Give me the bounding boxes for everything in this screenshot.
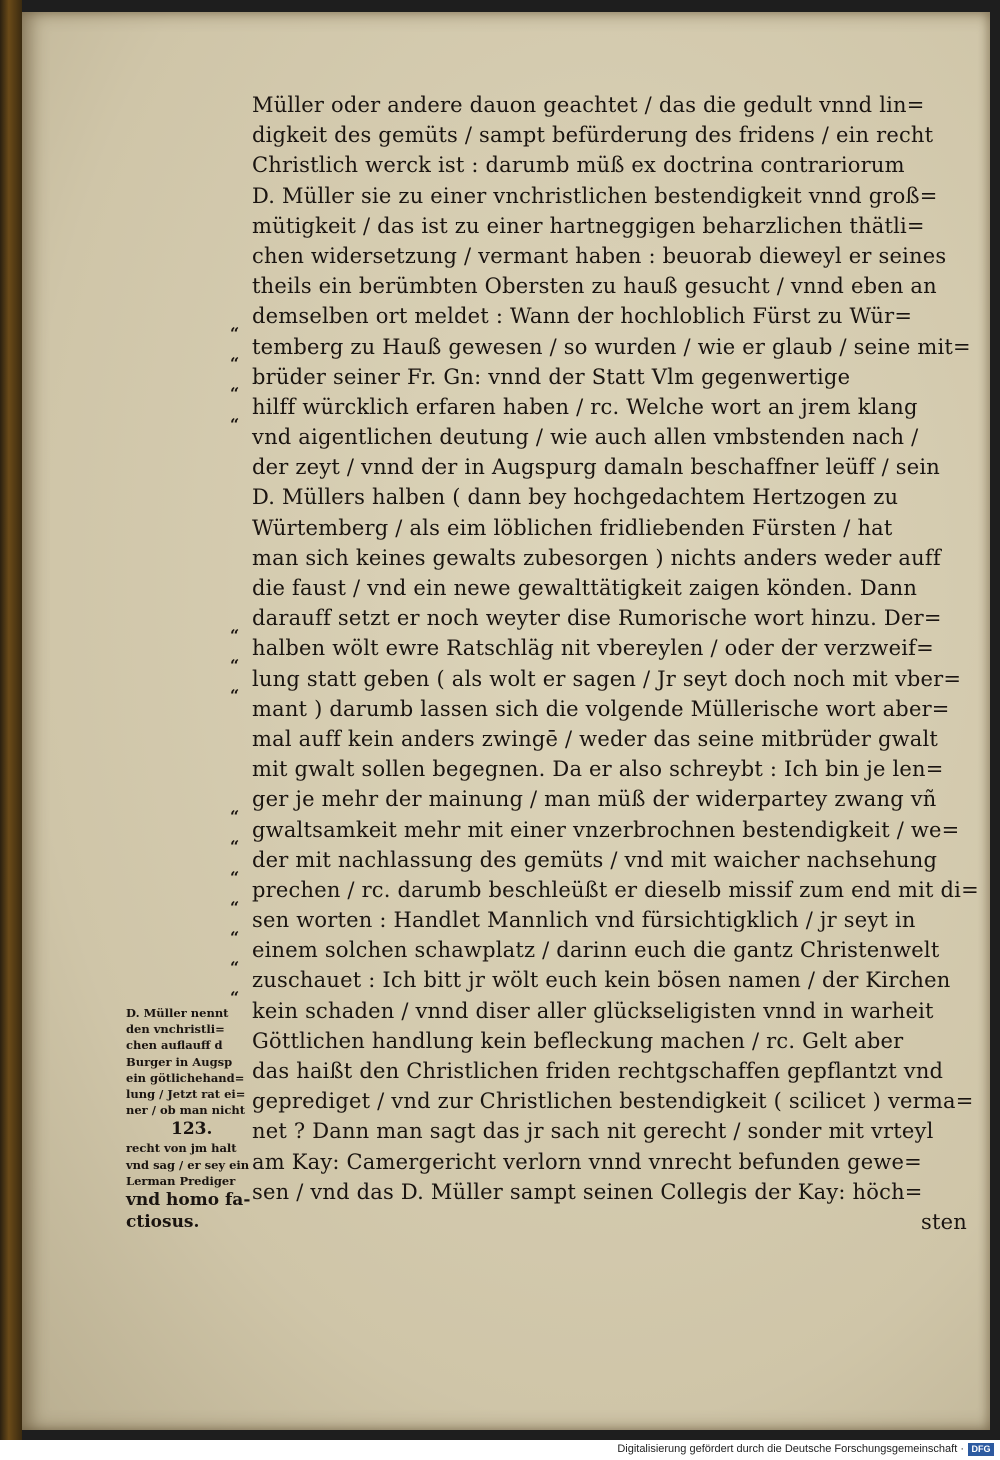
- text-line: mant ) darumb lassen sich die volgende Müllerische wort aber=: [252, 696, 950, 721]
- quotation-mark: “: [230, 897, 240, 917]
- marginal-note-line: lung / Jetzt rat ei=: [126, 1087, 246, 1102]
- text-line: halben wölt ewre Ratschläg nit vbereylen / oder der verzweif=: [252, 636, 934, 661]
- text-line: die faust / vnd ein newe gewalttätigkeit zaigen könden. Dann: [252, 576, 918, 600]
- text-line: gwaltsamkeit mehr mit einer vnzerbrochnen bestendigkeit / we=: [252, 817, 960, 842]
- text-line: D. Müller sie zu einer vnchristlichen bestendigkeit vnnd groß=: [252, 183, 938, 208]
- marginal-note-line: chen auflauff d: [126, 1038, 223, 1053]
- marginal-note-line: vnd sag / er sey ein: [126, 1157, 250, 1172]
- text-line: net ? Dann man sagt das jr sach nit gerecht / sonder mit vrteyl: [252, 1119, 934, 1144]
- text-line: D. Müllers halben ( dann bey hochgedachtem Hertzogen zu: [252, 485, 899, 510]
- text-line: Müller oder andere dauon geachtet / das die gedult vnnd lin=: [252, 93, 925, 117]
- text-line: digkeit des gemüts / sampt befürderung des fridens / ein recht: [252, 123, 934, 148]
- text-line: zuschauet : Ich bitt jr wölt euch kein bösen namen / der Kirchen: [252, 968, 951, 993]
- text-line: theils ein berümbten Obersten zu hauß gesucht / vnnd eben an: [252, 274, 937, 299]
- text-line: mit gwalt sollen begegnen. Da er also schreybt : Ich bin je len=: [252, 757, 944, 782]
- text-line: demselben ort meldet : Wann der hochloblich Fürst zu Wür=: [252, 304, 913, 329]
- footer-bar: [0, 1440, 1000, 1460]
- marginal-note-line: ctiosus.: [126, 1212, 200, 1233]
- text-line: Würtemberg / als eim löblichen fridliebenden Fürsten / hat: [252, 515, 893, 540]
- text-line: lung statt geben ( als wolt er sagen / Jr seyt doch noch mit vber=: [252, 666, 962, 691]
- text-line: darauff setzt er noch weyter dise Rumorische wort hinzu. Der=: [252, 606, 942, 631]
- text-line: der zeyt / vnnd der in Augspurg damaln beschaffner leüff / sein: [252, 455, 941, 480]
- text-line: mal auff kein anders zwingē / weder das seine mitbrüder gwalt: [252, 726, 939, 751]
- marginal-note-line: recht von jm halt: [126, 1141, 237, 1156]
- marginal-note-line: ein götlichehand=: [126, 1070, 245, 1085]
- text-line: man sich keines gewalts zubesorgen ) nichts anders weder auff: [252, 545, 941, 570]
- book-spine: [0, 0, 22, 1440]
- quotation-mark: “: [230, 324, 240, 343]
- main-text-block: [252, 90, 977, 1237]
- text-line: sten: [921, 1209, 967, 1234]
- text-line: kein schaden / vnnd diser aller glückseligisten vnnd in warheit: [252, 998, 934, 1023]
- text-line: ger je mehr der mainung / man müß der widerpartey zwang vñ: [252, 787, 937, 812]
- quotation-mark: “: [230, 807, 240, 827]
- text-line: temberg zu Hauß gewesen / so wurden / wie er glaub / seine mit=: [252, 334, 971, 359]
- page: [22, 12, 990, 1430]
- quotation-mark: “: [230, 626, 240, 645]
- funding-notice: Digitalisierung gefördert durch die Deutsche Forschungsgemeinschaft ·: [617, 1443, 964, 1455]
- text-line: das haißt den Christlichen friden rechtgschaffen gepflantzt vnd: [252, 1059, 944, 1083]
- marginal-note-line: den vnchristli=: [126, 1022, 225, 1037]
- marginal-page-number: 123.: [171, 1119, 213, 1140]
- quotation-mark: “: [230, 988, 240, 1008]
- text-line: sen / vnd das D. Müller sampt seinen Collegis der Kay: höch=: [252, 1179, 923, 1204]
- marginal-note-line: Lerman Prediger: [126, 1173, 236, 1188]
- dfg-logo: DFG: [968, 1443, 994, 1456]
- text-line: mütigkeit / das ist zu einer hartneggigen beharzlichen thätli=: [252, 213, 925, 238]
- quotation-mark: “: [230, 384, 240, 404]
- text-line: sen worten : Handlet Mannlich vnd fürsichtigklich / jr seyt in: [252, 908, 916, 933]
- quotation-mark: “: [230, 928, 240, 947]
- quotation-mark: “: [230, 354, 240, 374]
- marginal-note-line: ner / ob man nicht: [126, 1103, 246, 1118]
- text-line: vnd aigentlichen deutung / wie auch allen vmbstenden nach /: [252, 425, 919, 450]
- text-line: prechen / rc. darumb beschleüßt er dieselb missif zum end mit di=: [252, 877, 979, 902]
- quotation-mark: “: [230, 686, 240, 706]
- quotation-mark: “: [230, 958, 240, 978]
- text-line: Göttlichen handlung kein befleckung machen / rc. Gelt aber: [252, 1028, 904, 1053]
- marginal-note: [126, 1005, 276, 1233]
- text-line: chen widersetzung / vermant haben : beuorab dieweyl er seines: [252, 243, 947, 268]
- text-line: hilff würcklich erfaren haben / rc. Welche wort an jrem klang: [252, 394, 918, 419]
- marginal-note-line: D. Müller nennt: [126, 1006, 229, 1020]
- text-line: einem solchen schawplatz / darinn euch die gantz Christenwelt: [252, 938, 940, 963]
- quotation-mark: “: [230, 414, 240, 434]
- text-line: brüder seiner Fr. Gn: vnnd der Statt Vlm gegenwertige: [252, 364, 851, 389]
- text-line: der mit nachlassung des gemüts / vnd mit waicher nachsehung: [252, 847, 938, 872]
- marginal-note-line: vnd homo fa-: [126, 1190, 251, 1211]
- text-line: Christlich werck ist : darumb müß ex doctrina contrariorum: [252, 153, 905, 178]
- quotation-mark: “: [230, 867, 240, 887]
- text-line: am Kay: Camergericht verlorn vnnd vnrecht befunden gewe=: [252, 1149, 922, 1174]
- text-line: geprediget / vnd zur Christlichen bestendigkeit ( scilicet ) verma=: [252, 1089, 974, 1114]
- marginal-note-line: Burger in Augsp: [126, 1054, 233, 1069]
- quotation-mark: “: [230, 837, 240, 857]
- quotation-mark: “: [230, 656, 240, 676]
